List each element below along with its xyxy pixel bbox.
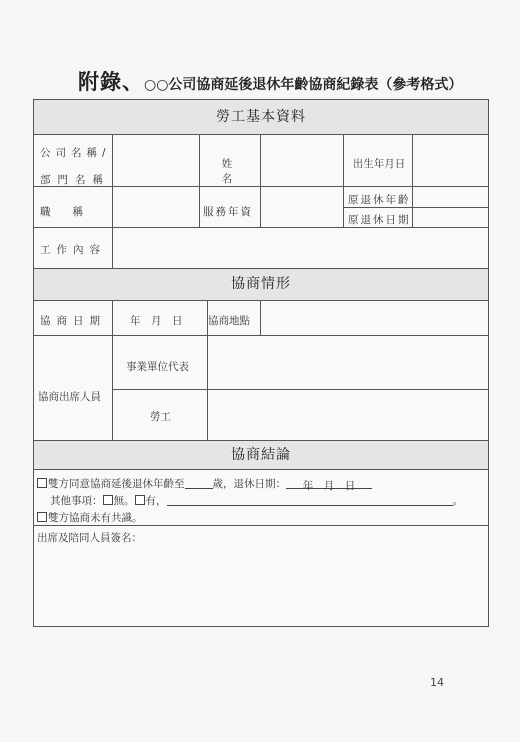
divider: [112, 389, 488, 390]
employer-rep-label: 事業單位代表: [126, 361, 189, 373]
negotiation-place-label: 協商地點: [208, 315, 250, 327]
worker-label: 勞工: [150, 411, 171, 423]
divider: [207, 300, 208, 440]
agree-text: 雙方同意協商延後退休年齡至: [48, 478, 185, 490]
attendees-label: 協商出席人員: [38, 391, 101, 403]
title-prefix: 附錄、: [78, 70, 144, 94]
other-none-checkbox[interactable]: [103, 495, 113, 505]
divider: [34, 525, 488, 526]
birth-value-field[interactable]: [413, 135, 488, 186]
section-negotiation-header: 協商情形: [34, 269, 488, 300]
company-label: [40, 145, 112, 187]
retire-age-blank[interactable]: [185, 478, 213, 489]
conclusion-other-row: [50, 493, 485, 508]
divider: [34, 440, 488, 441]
divider: [34, 134, 488, 135]
job-title-label: 職稱: [40, 206, 105, 218]
document-title: [78, 66, 462, 96]
divider: [34, 227, 488, 228]
orig-retire-age-label: 原退休年齡: [348, 194, 411, 206]
other-details-blank[interactable]: [167, 495, 453, 506]
other-has-label: 有，: [145, 495, 167, 507]
signatures-label: 出席及陪同人員簽名：: [37, 532, 142, 544]
company-label-line2: 部門名稱: [40, 174, 110, 186]
divider: [112, 134, 113, 268]
divider: [343, 134, 344, 227]
negotiation-place-field[interactable]: [261, 301, 488, 335]
birth-label: 出生年月日: [352, 158, 406, 170]
divider: [343, 207, 488, 208]
negotiation-record-form: [33, 99, 489, 627]
retire-date-blank[interactable]: [286, 478, 372, 492]
employer-rep-field[interactable]: [208, 336, 488, 389]
work-content-label: 工作內容: [40, 244, 106, 256]
no-consensus-label: 雙方協商未有共識。: [48, 512, 143, 524]
conclusion-agree-row: [37, 476, 487, 491]
work-content-value-field[interactable]: [113, 228, 488, 268]
other-period: 。: [452, 495, 463, 507]
worker-field[interactable]: [208, 390, 488, 440]
service-years-value-field[interactable]: [261, 187, 343, 227]
age-unit-text: 歲，退休日期：: [212, 478, 286, 490]
service-years-label: 服務年資: [203, 206, 253, 218]
divider: [112, 300, 113, 440]
no-consensus-checkbox[interactable]: [37, 512, 47, 522]
conclusion-no-consensus-row: [37, 510, 337, 525]
negotiation-date-value[interactable]: 年 月 日: [130, 315, 183, 327]
divider: [412, 134, 413, 227]
company-label-line1: [40, 145, 112, 160]
divider: [34, 300, 488, 301]
page-number: 14: [430, 676, 444, 689]
agree-checkbox[interactable]: [37, 478, 47, 488]
divider: [34, 469, 488, 470]
negotiation-date-label: 協商日期: [40, 315, 106, 327]
divider: [260, 134, 261, 227]
section-basic-info-header: 勞工基本資料: [34, 100, 488, 134]
name-label: 姓名: [221, 158, 253, 185]
retire-date-value: 年 月 日: [302, 480, 356, 492]
other-none-label: 無。: [113, 495, 135, 507]
title-main: ○○公司協商延後退休年齡協商紀錄表（參考格式）: [144, 77, 463, 93]
company-value-field[interactable]: [113, 135, 199, 186]
other-label: 其他事項：: [50, 495, 103, 507]
divider: [34, 186, 488, 187]
divider: [34, 335, 488, 336]
job-title-value-field[interactable]: [113, 187, 199, 227]
other-has-checkbox[interactable]: [135, 495, 145, 505]
signatures-area[interactable]: [34, 544, 488, 626]
divider: [199, 134, 200, 227]
divider: [260, 300, 261, 335]
section-conclusion-header: 協商結論: [34, 441, 488, 470]
orig-retire-date-label: 原退休日期: [348, 214, 411, 226]
divider: [34, 268, 488, 269]
name-value-field[interactable]: [261, 135, 343, 186]
company-label-text1: 公司名稱/: [40, 147, 111, 159]
